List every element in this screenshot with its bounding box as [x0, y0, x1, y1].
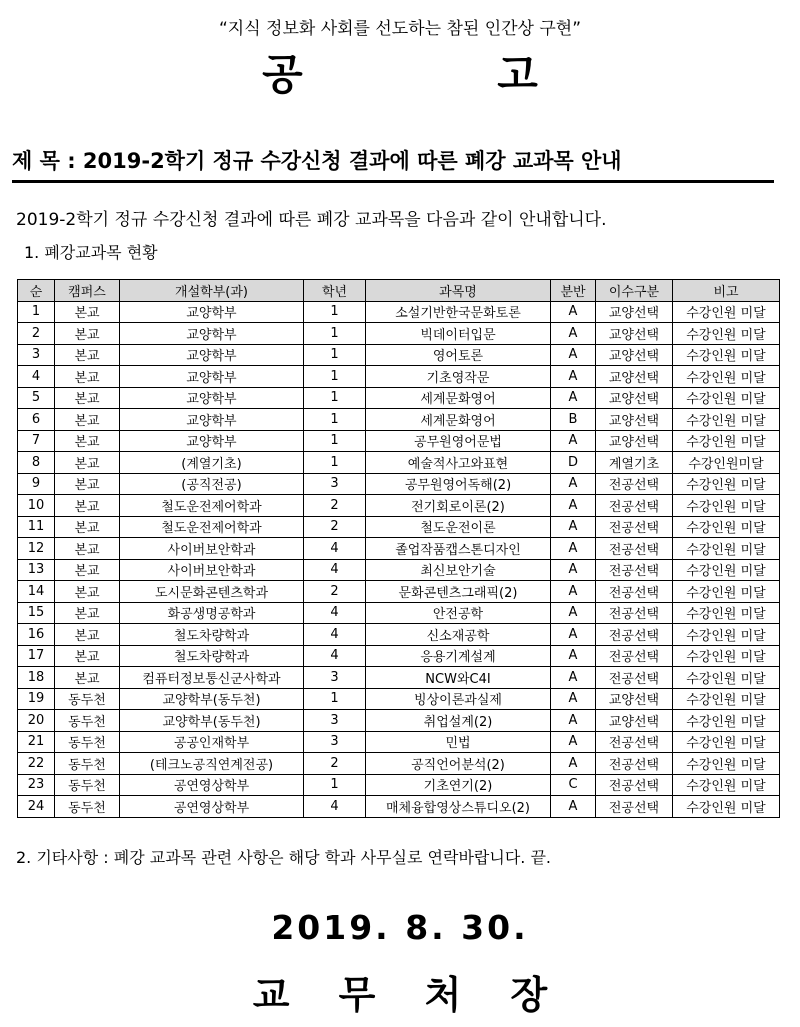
table-cell: 수강인원 미달 — [673, 473, 780, 495]
table-cell: 수강인원 미달 — [673, 323, 780, 345]
notice-title: 공 고 — [262, 50, 628, 99]
subject-line: 제 목 : 2019-2학기 정규 수강신청 결과에 따른 폐강 교과목 안내 — [12, 149, 622, 173]
table-cell: 수강인원 미달 — [673, 667, 780, 689]
table-body — [18, 301, 780, 817]
table-cell: 본교 — [55, 344, 120, 366]
table-cell: 수강인원 미달 — [673, 559, 780, 581]
table-cell: 신소재공학 — [366, 624, 551, 646]
table-cell: A — [551, 538, 596, 560]
table-cell: 21 — [18, 731, 55, 753]
table-cell: 본교 — [55, 387, 120, 409]
column-header: 이수구분 — [596, 280, 673, 302]
table-cell: A — [551, 602, 596, 624]
table-cell: 빅데이터입문 — [366, 323, 551, 345]
table-cell: 24 — [18, 796, 55, 818]
table-cell: 교양선택 — [596, 430, 673, 452]
table-cell: 전공선택 — [596, 581, 673, 603]
table-cell: 전공선택 — [596, 774, 673, 796]
table-cell: 교양선택 — [596, 688, 673, 710]
table-cell: 8 — [18, 452, 55, 474]
table-row — [18, 387, 780, 409]
table-row — [18, 667, 780, 689]
table-cell: 수강인원 미달 — [673, 602, 780, 624]
table-cell: 수강인원 미달 — [673, 710, 780, 732]
table-cell: 수강인원 미달 — [673, 301, 780, 323]
table-cell: 동두천 — [55, 753, 120, 775]
table-cell: C — [551, 774, 596, 796]
table-cell: 3 — [304, 731, 366, 753]
table-cell: 수강인원 미달 — [673, 387, 780, 409]
table-cell: 안전공학 — [366, 602, 551, 624]
table-cell: 철도차량학과 — [120, 645, 304, 667]
table-cell: D — [551, 452, 596, 474]
table-cell: 4 — [304, 538, 366, 560]
table-cell: 예술적사고와표현 — [366, 452, 551, 474]
section-2-note: 2. 기타사항 : 폐강 교과목 관련 사항은 해당 학과 사무실로 연락바랍니다. 끝. — [16, 848, 551, 867]
table-cell: (계열기초) — [120, 452, 304, 474]
column-header: 개설학부(과) — [120, 280, 304, 302]
table-cell: 본교 — [55, 581, 120, 603]
table-cell: 수강인원 미달 — [673, 409, 780, 431]
table-cell: 세계문화영어 — [366, 387, 551, 409]
table-cell: 1 — [304, 409, 366, 431]
table-cell: 동두천 — [55, 731, 120, 753]
table-cell: 교양선택 — [596, 387, 673, 409]
table-cell: 동두천 — [55, 774, 120, 796]
table-cell: A — [551, 710, 596, 732]
table-row — [18, 430, 780, 452]
table-cell: 수강인원 미달 — [673, 688, 780, 710]
table-cell: 본교 — [55, 559, 120, 581]
table-cell: 철도운전이론 — [366, 516, 551, 538]
table-cell: 공직언어분석(2) — [366, 753, 551, 775]
table-cell: 수강인원 미달 — [673, 366, 780, 388]
column-header: 캠퍼스 — [55, 280, 120, 302]
table-cell: A — [551, 430, 596, 452]
table-cell: 동두천 — [55, 796, 120, 818]
table-cell: 전공선택 — [596, 753, 673, 775]
table-cell: 교양선택 — [596, 323, 673, 345]
table-row — [18, 774, 780, 796]
table-cell: 교양선택 — [596, 409, 673, 431]
table-cell: 13 — [18, 559, 55, 581]
table-cell: 본교 — [55, 366, 120, 388]
table-cell: 3 — [18, 344, 55, 366]
table-cell: A — [551, 323, 596, 345]
table-cell: 응용기계설계 — [366, 645, 551, 667]
table-cell: 6 — [18, 409, 55, 431]
table-cell: 민법 — [366, 731, 551, 753]
table-cell: 14 — [18, 581, 55, 603]
table-cell: 수강인원 미달 — [673, 581, 780, 603]
table-cell: 전공선택 — [596, 602, 673, 624]
table-cell: 영어토론 — [366, 344, 551, 366]
table-cell: 22 — [18, 753, 55, 775]
intro-text: 2019-2학기 정규 수강신청 결과에 따른 폐강 교과목을 다음과 같이 안내합니다. — [16, 210, 607, 230]
table-cell: 1 — [18, 301, 55, 323]
table-cell: 공무원영어독해(2) — [366, 473, 551, 495]
table-cell: 1 — [304, 323, 366, 345]
table-cell: 최신보안기술 — [366, 559, 551, 581]
table-cell: 4 — [18, 366, 55, 388]
table-cell: A — [551, 796, 596, 818]
table-cell: 교양학부(동두천) — [120, 710, 304, 732]
table-row — [18, 323, 780, 345]
table-cell: 전공선택 — [596, 516, 673, 538]
table-cell: 교양학부 — [120, 430, 304, 452]
table-cell: 본교 — [55, 667, 120, 689]
table-cell: 본교 — [55, 473, 120, 495]
table-cell: NCW와C4I — [366, 667, 551, 689]
table-cell: 3 — [304, 473, 366, 495]
table-cell: 12 — [18, 538, 55, 560]
table-row — [18, 538, 780, 560]
table-cell: 1 — [304, 688, 366, 710]
table-row — [18, 645, 780, 667]
table-cell: 3 — [304, 667, 366, 689]
table-row — [18, 581, 780, 603]
table-cell: 동두천 — [55, 710, 120, 732]
table-cell: 교양학부 — [120, 301, 304, 323]
table-cell: 본교 — [55, 495, 120, 517]
table-cell: 9 — [18, 473, 55, 495]
table-cell: 졸업작품캡스톤디자인 — [366, 538, 551, 560]
table-cell: 교양학부 — [120, 323, 304, 345]
motto: “지식 정보화 사회를 선도하는 참된 인간상 구현” — [218, 19, 582, 39]
table-cell: 공무원영어문법 — [366, 430, 551, 452]
table-row — [18, 624, 780, 646]
table-row — [18, 409, 780, 431]
table-cell: 교양선택 — [596, 301, 673, 323]
column-header: 과목명 — [366, 280, 551, 302]
table-cell: A — [551, 667, 596, 689]
table-cell: 본교 — [55, 624, 120, 646]
table-cell: 교양학부 — [120, 387, 304, 409]
table-cell: 빙상이론과실제 — [366, 688, 551, 710]
table-cell: 교양선택 — [596, 366, 673, 388]
table-cell: 교양학부 — [120, 366, 304, 388]
table-row — [18, 602, 780, 624]
table-cell: 계열기초 — [596, 452, 673, 474]
table-cell: 문화콘텐츠그래픽(2) — [366, 581, 551, 603]
table-cell: 공연영상학부 — [120, 796, 304, 818]
table-cell: 수강인원 미달 — [673, 796, 780, 818]
table-cell: (공직전공) — [120, 473, 304, 495]
table-cell: 본교 — [55, 430, 120, 452]
table-cell: 전공선택 — [596, 667, 673, 689]
table-cell: 공공인재학부 — [120, 731, 304, 753]
table-cell: A — [551, 473, 596, 495]
table-row — [18, 796, 780, 818]
table-cell: B — [551, 409, 596, 431]
table-cell: 철도운전제어학과 — [120, 495, 304, 517]
table-cell: 기초영작문 — [366, 366, 551, 388]
table-cell: 1 — [304, 430, 366, 452]
column-header: 분반 — [551, 280, 596, 302]
table-cell: 2 — [18, 323, 55, 345]
table-cell: 수강인원 미달 — [673, 645, 780, 667]
table-row — [18, 753, 780, 775]
table-cell: 전공선택 — [596, 731, 673, 753]
table-row — [18, 731, 780, 753]
table-cell: 동두천 — [55, 688, 120, 710]
table-cell: 15 — [18, 602, 55, 624]
table-cell: 16 — [18, 624, 55, 646]
table-cell: 화공생명공학과 — [120, 602, 304, 624]
table-cell: 도시문화콘텐츠학과 — [120, 581, 304, 603]
table-row — [18, 366, 780, 388]
table-cell: 전공선택 — [596, 796, 673, 818]
column-header: 비고 — [673, 280, 780, 302]
table-cell: 1 — [304, 774, 366, 796]
table-header-row — [18, 280, 780, 302]
table-cell: 취업설계(2) — [366, 710, 551, 732]
table-cell: 18 — [18, 667, 55, 689]
table-row — [18, 452, 780, 474]
table-cell: 11 — [18, 516, 55, 538]
table-cell: 전기회로이론(2) — [366, 495, 551, 517]
table-cell: 2 — [304, 516, 366, 538]
table-cell: 본교 — [55, 645, 120, 667]
table-cell: 17 — [18, 645, 55, 667]
table-cell: 19 — [18, 688, 55, 710]
table-cell: 수강인원 미달 — [673, 731, 780, 753]
table-cell: 수강인원 미달 — [673, 344, 780, 366]
table-row — [18, 710, 780, 732]
table-cell: 5 — [18, 387, 55, 409]
table-cell: 소설기반한국문화토론 — [366, 301, 551, 323]
table-cell: 수강인원 미달 — [673, 774, 780, 796]
table-cell: 본교 — [55, 516, 120, 538]
table-cell: 4 — [304, 624, 366, 646]
table-cell: 매체융합영상스튜디오(2) — [366, 796, 551, 818]
notice-date: 2019. 8. 30. — [271, 908, 529, 947]
table-cell: 전공선택 — [596, 538, 673, 560]
table-cell: 1 — [304, 452, 366, 474]
signature: 교 무 처 장 — [252, 973, 566, 1017]
table-cell: 수강인원 미달 — [673, 430, 780, 452]
section-1-heading: 1. 폐강교과목 현황 — [24, 243, 158, 262]
table-cell: 공연영상학부 — [120, 774, 304, 796]
table-cell: 철도운전제어학과 — [120, 516, 304, 538]
table-cell: 4 — [304, 796, 366, 818]
column-header: 학년 — [304, 280, 366, 302]
table-cell: A — [551, 731, 596, 753]
table-cell: 20 — [18, 710, 55, 732]
table-cell: 수강인원 미달 — [673, 624, 780, 646]
table-cell: 4 — [304, 645, 366, 667]
table-cell: A — [551, 624, 596, 646]
table-cell: 본교 — [55, 538, 120, 560]
table-cell: 수강인원 미달 — [673, 495, 780, 517]
table-cell: 사이버보안학과 — [120, 559, 304, 581]
table-row — [18, 301, 780, 323]
table-cell: 7 — [18, 430, 55, 452]
table-cell: 2 — [304, 495, 366, 517]
table-cell: A — [551, 581, 596, 603]
table-cell: 수강인원 미달 — [673, 753, 780, 775]
table-cell: 본교 — [55, 452, 120, 474]
table-cell: A — [551, 344, 596, 366]
table-cell: 10 — [18, 495, 55, 517]
table-cell: 전공선택 — [596, 473, 673, 495]
table-cell: 사이버보안학과 — [120, 538, 304, 560]
table-cell: (테크노공직연계전공) — [120, 753, 304, 775]
table-cell: 교양학부 — [120, 344, 304, 366]
table-cell: 3 — [304, 710, 366, 732]
table-cell: 본교 — [55, 409, 120, 431]
table-cell: A — [551, 645, 596, 667]
table-cell: A — [551, 366, 596, 388]
table-row — [18, 688, 780, 710]
table-cell: 2 — [304, 753, 366, 775]
divider — [12, 180, 774, 183]
table-cell: 전공선택 — [596, 645, 673, 667]
table-cell: 본교 — [55, 301, 120, 323]
table-row — [18, 473, 780, 495]
table-cell: 수강인원미달 — [673, 452, 780, 474]
table-cell: 4 — [304, 602, 366, 624]
table-cell: 전공선택 — [596, 559, 673, 581]
table-row — [18, 344, 780, 366]
table-row — [18, 559, 780, 581]
table-row — [18, 516, 780, 538]
table-cell: A — [551, 753, 596, 775]
table-row — [18, 495, 780, 517]
table-cell: 교양학부 — [120, 409, 304, 431]
table-cell: 1 — [304, 387, 366, 409]
table-cell: 세계문화영어 — [366, 409, 551, 431]
table-cell: 1 — [304, 344, 366, 366]
table-cell: 1 — [304, 366, 366, 388]
table-cell: A — [551, 495, 596, 517]
table-cell: 4 — [304, 559, 366, 581]
table-cell: 교양학부(동두천) — [120, 688, 304, 710]
table-cell: A — [551, 516, 596, 538]
table-cell: 기초연기(2) — [366, 774, 551, 796]
table-cell: 교양선택 — [596, 710, 673, 732]
table-cell: 전공선택 — [596, 495, 673, 517]
table-cell: 교양선택 — [596, 344, 673, 366]
table-cell: 본교 — [55, 323, 120, 345]
closed-courses-table — [17, 279, 780, 818]
table-cell: A — [551, 301, 596, 323]
table-cell: 수강인원 미달 — [673, 516, 780, 538]
table-cell: 본교 — [55, 602, 120, 624]
table-cell: A — [551, 387, 596, 409]
table-cell: 전공선택 — [596, 624, 673, 646]
table-cell: A — [551, 559, 596, 581]
table-cell: 수강인원 미달 — [673, 538, 780, 560]
table-cell: 23 — [18, 774, 55, 796]
table-cell: 컴퓨터정보통신군사학과 — [120, 667, 304, 689]
table-cell: A — [551, 688, 596, 710]
table-cell: 철도차량학과 — [120, 624, 304, 646]
table-cell: 1 — [304, 301, 366, 323]
column-header: 순 — [18, 280, 55, 302]
table-cell: 2 — [304, 581, 366, 603]
